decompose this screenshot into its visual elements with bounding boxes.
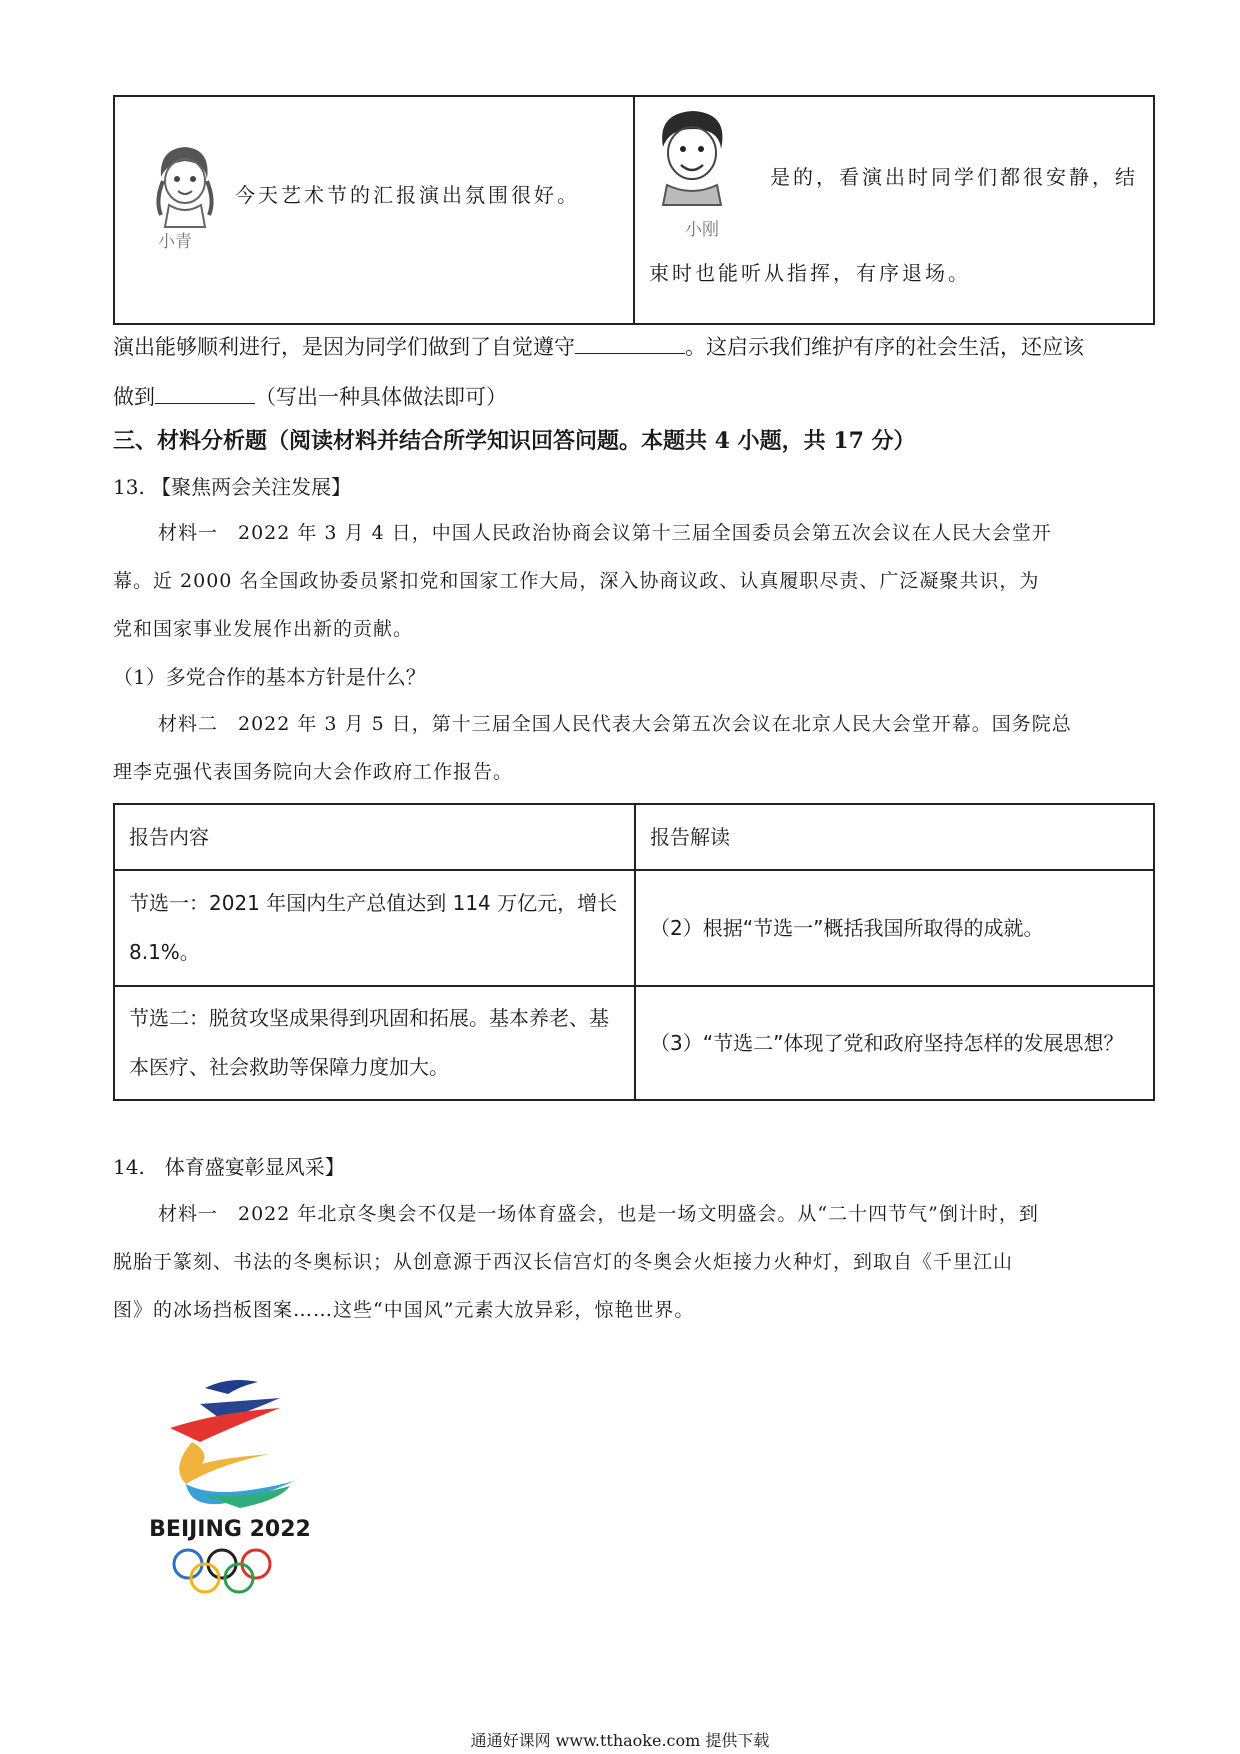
q14-title: 14. 体育盛宴彰显风采】 [113, 1155, 345, 1179]
answer-blank-2[interactable] [155, 384, 255, 404]
q13-sub1: （1）多党合作的基本方针是什么？ [113, 665, 426, 689]
table-cell-question3: （3）“节选二”体现了党和政府坚持怎样的发展思想？ [635, 986, 1154, 1100]
q13-material1-line2: 幕。近 2000 名全国政协委员紧扣党和国家工作大局，深入协商议政、认真履职尽责、广泛凝聚共识，为 [113, 570, 1040, 592]
q12-line1 [113, 334, 1084, 360]
q13-title: 13. 【聚焦两会关注发展】 [113, 475, 352, 499]
boy-speech-line1: 是的，看演出时同学们都很安静，结 [770, 165, 1138, 189]
q13-material2-line2: 理李克强代表国务院向大会作政府工作报告。 [113, 761, 514, 783]
table-header-row [114, 804, 1154, 870]
boy-avatar-icon [649, 107, 735, 207]
q13-material1-line1: 材料一 2022 年 3 月 4 日，中国人民政治协商会议第十三届全国委员会第五次会议在人民大会堂开 [158, 522, 1052, 544]
girl-avatar-icon [145, 141, 225, 231]
report-table [113, 803, 1155, 1101]
q14-material1-line2: 脱胎于篆刻、书法的冬奥标识；从创意源于西汉长信宫灯的冬奥会火炬接力火种灯，到取自《千里江山 [113, 1251, 1014, 1273]
q12-line1-text-a: 演出能够顺利进行，是因为同学们做到了自觉遵守 [113, 335, 575, 359]
table-cell-question2: （2）根据“节选一”概括我国所取得的成就。 [635, 870, 1154, 986]
table-header-interpretation: 报告解读 [635, 804, 1154, 870]
table-header-content: 报告内容 [114, 804, 635, 870]
boy-name: 小刚 [685, 220, 719, 240]
table-row [114, 986, 1154, 1100]
beijing-2022-logo-icon [130, 1368, 330, 1608]
logo-text: BEIJING 2022 [149, 1517, 311, 1542]
q12-line2 [113, 384, 507, 410]
q13-material2-line1: 材料二 2022 年 3 月 5 日，第十三届全国人民代表大会第五次会议在北京人民大会堂开幕。国务院总 [158, 713, 1072, 735]
dialogue-box [113, 95, 1155, 325]
table-row [114, 870, 1154, 986]
q14-material1-line1: 材料一 2022 年北京冬奥会不仅是一场体育盛会，也是一场文明盛会。从“二十四节气”倒计时，到 [158, 1203, 1039, 1225]
q12-line2-text-b: （写出一种具体做法即可） [255, 385, 507, 409]
boy-speech-line2: 束时也能听从指挥，有序退场。 [649, 261, 971, 285]
girl-speech: 今天艺术节的汇报演出氛围很好。 [235, 183, 580, 207]
q13-material1-line3: 党和国家事业发展作出新的贡献。 [113, 618, 414, 640]
dialogue-cell-left [115, 97, 635, 323]
table-cell-excerpt1: 节选一：2021 年国内生产总值达到 114 万亿元，增长 8.1%。 [114, 870, 635, 986]
section3-heading: 三、材料分析题（阅读材料并结合所学知识回答问题。本题共 4 小题，共 17 分） [113, 428, 916, 454]
q14-material1-line3: 图》的冰场挡板图案……这些“中国风”元素大放异彩，惊艳世界。 [113, 1299, 695, 1321]
dialogue-cell-right [635, 97, 1153, 323]
q12-line2-text-a: 做到 [113, 385, 155, 409]
answer-blank-1[interactable] [575, 334, 685, 354]
table-cell-excerpt2: 节选二：脱贫攻坚成果得到巩固和拓展。基本养老、基本医疗、社会救助等保障力度加大。 [114, 986, 635, 1100]
q12-line1-text-b: 。这启示我们维护有序的社会生活，还应该 [685, 335, 1084, 359]
girl-name: 小青 [158, 232, 192, 252]
page-footer: 通通好课网 www.tthaoke.com 提供下载 [470, 1731, 770, 1750]
